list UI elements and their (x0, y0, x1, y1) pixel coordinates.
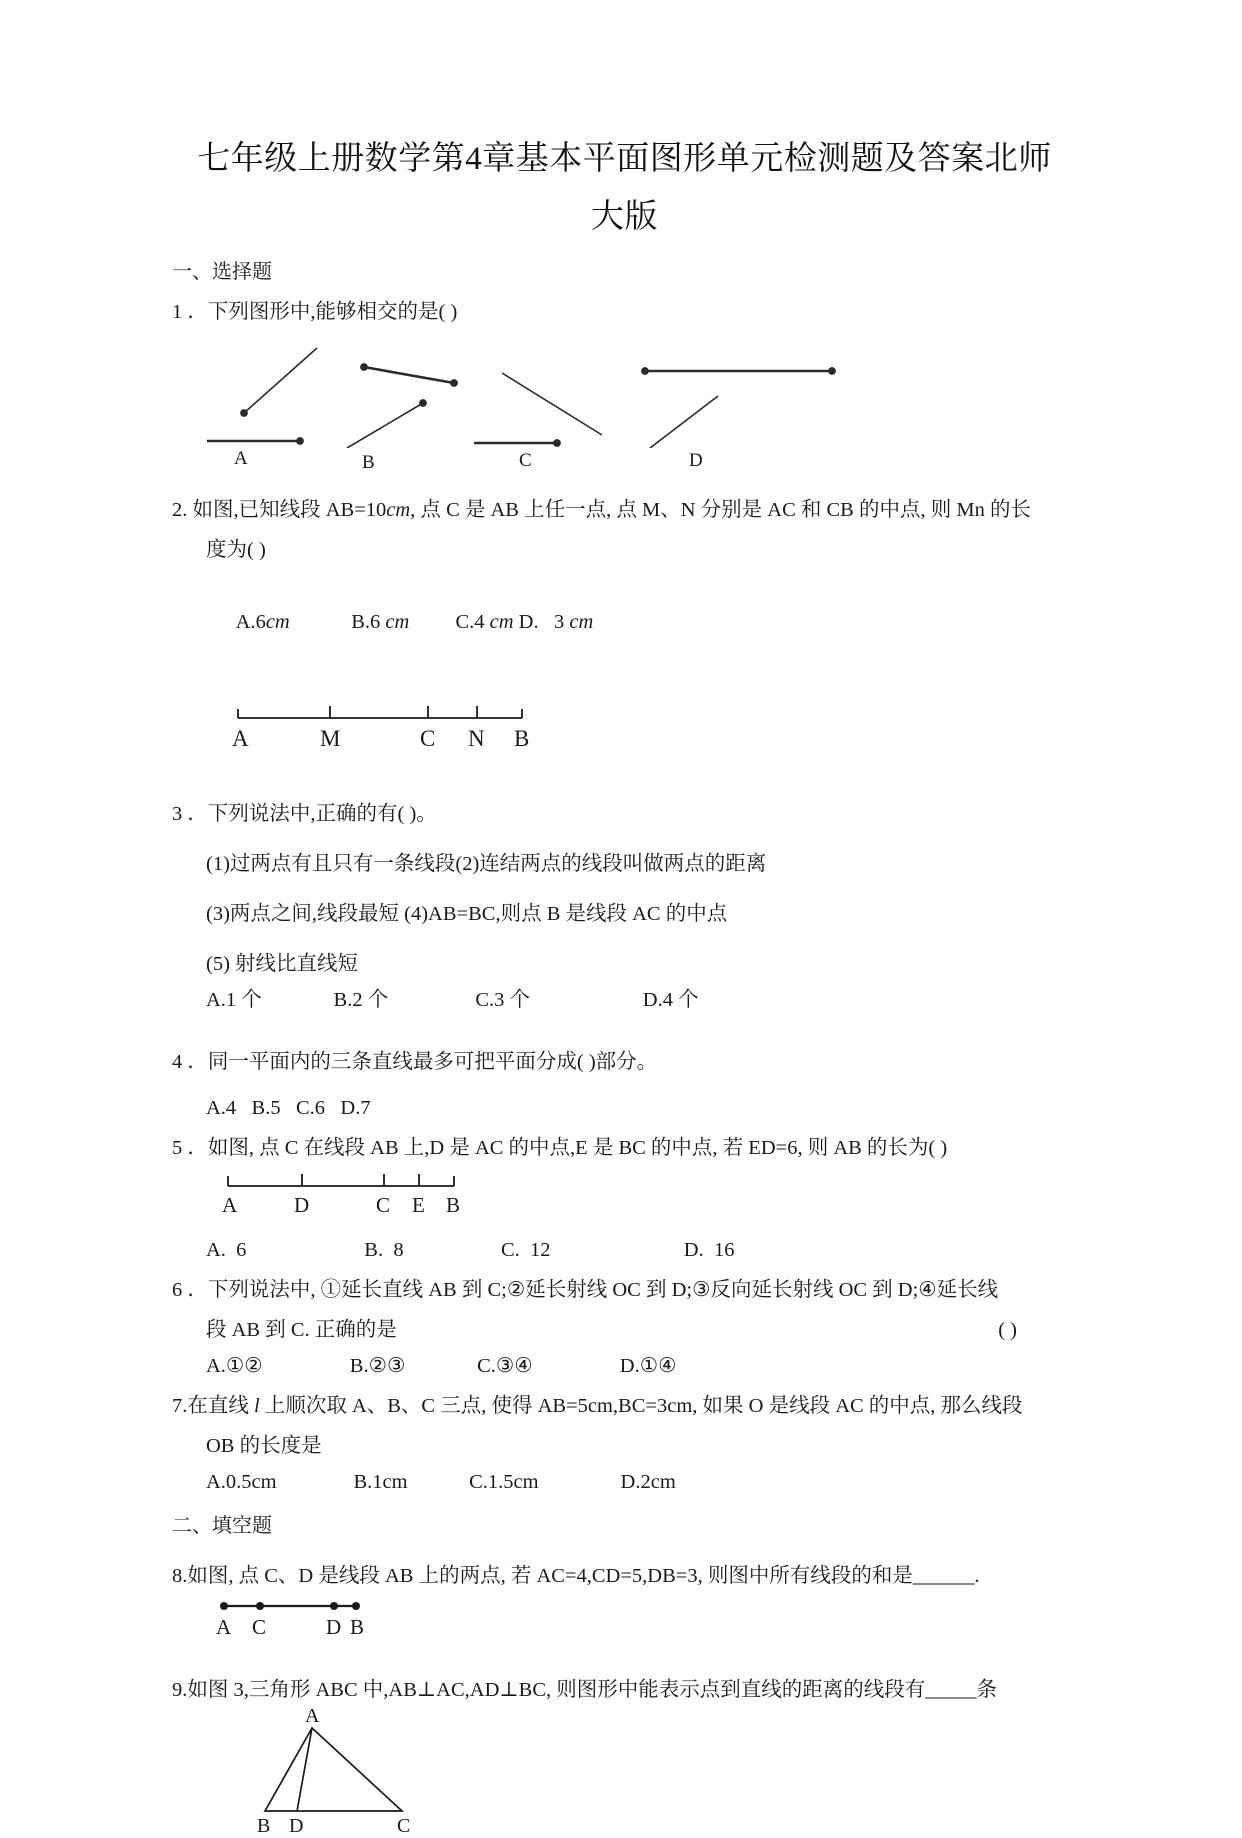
question-5-options: A. 6 B. 8 C. 12 D. 16 (206, 1239, 735, 1261)
question-9-number: 9. (172, 1679, 188, 1701)
question-2-text-a: 如图,已知线段 AB=10 (192, 499, 387, 521)
question-3-options: A.1 个 B.2 个 C.3 个 D.4 个 (206, 989, 699, 1011)
figure-q1-c (474, 373, 602, 446)
figure-q9-label-d: D (289, 1815, 304, 1837)
figure-q5-label-b: B (446, 1193, 461, 1217)
question-6-text-line1: 下列说法中, ①延长直线 AB 到 C;②延长射线 OC 到 D;③反向延长射线 OC 到 D;④延长线 (207, 1279, 999, 1301)
figure-q9-label-b: B (257, 1815, 271, 1837)
question-4-number: 4 ． (172, 1051, 208, 1073)
question-4 (172, 1044, 1077, 1080)
figure-q1-d (642, 368, 836, 448)
question-6-text-line2: 段 AB 到 C. 正确的是 (206, 1319, 397, 1341)
question-2-unit: cm (386, 499, 411, 521)
question-4-text: 同一平面内的三条直线最多可把平面分成( )部分。 (207, 1051, 658, 1073)
question-7-text-b: 上顺次取 A、B、C 三点, 使得 AB=5cm,BC=3cm, 如果 O 是线段 AC 的中点, 那么线段 (259, 1395, 1023, 1417)
question-2-option-d-letter: D. (518, 611, 539, 633)
question-3 (172, 796, 1077, 832)
figure-q5-label-e: E (412, 1193, 425, 1217)
question-6-number: 6 ． (172, 1279, 208, 1301)
question-7-number: 7. (172, 1395, 188, 1417)
question-3-statement-1: (1)过两点有且只有一条线段(2)连结两点的线段叫做两点的距离 (206, 853, 767, 875)
question-3-number: 3 ． (172, 803, 208, 825)
figure-q5-svg (222, 1166, 482, 1222)
figure-q1-label-a: A (234, 448, 248, 469)
document-body (172, 130, 1077, 1838)
question-5-number: 5 ． (172, 1137, 208, 1159)
question-2-option-a-letter: A. (235, 611, 256, 633)
figure-q2-svg (232, 698, 552, 756)
question-1-figures (172, 330, 1077, 478)
figure-q8-label-b: B (350, 1615, 365, 1639)
question-7-text-a: 在直线 (187, 1395, 254, 1417)
figure-q8-svg (216, 1594, 456, 1646)
figure-q2-label-b: B (514, 726, 530, 751)
question-8-diagram (172, 1594, 1077, 1646)
question-6 (172, 1272, 1077, 1308)
page-title: 七年级上册数学第4章基本平面图形单元检测题及答案北师大版 (197, 141, 1052, 235)
question-5-diagram (172, 1166, 1077, 1222)
question-2-option-b-letter: B. (351, 611, 371, 633)
question-2-option-c-unit: cm (489, 611, 514, 633)
figure-q1-b (347, 364, 457, 448)
section-heading-fill: 二、填空题 (172, 1515, 272, 1537)
question-8 (172, 1558, 1077, 1594)
figure-q5-label-a: A (222, 1193, 238, 1217)
question-2-line2: 度为( ) (206, 539, 266, 561)
question-3-text: 下列说法中,正确的有( )。 (207, 803, 437, 825)
question-7-options: A.0.5cm B.1cm C.1.5cm D.2cm (206, 1471, 676, 1493)
figure-q1-label-c: C (519, 450, 532, 471)
question-2-option-a-unit: cm (265, 611, 290, 633)
question-7 (172, 1388, 1077, 1424)
figure-q1-svg (172, 330, 912, 448)
question-7-line2: OB 的长度是 (206, 1435, 322, 1457)
question-9-text: 如图 3,三角形 ABC 中,AB⊥AC,AD⊥BC, 则图形中能表示点到直线的距离的线段有_____条 (187, 1679, 997, 1701)
question-2-number: 2. (172, 499, 188, 521)
question-3-statement-2: (3)两点之间,线段最短 (4)AB=BC,则点 B 是线段 AC 的中点 (206, 903, 728, 925)
question-1-text: 下列图形中,能够相交的是( ) (207, 301, 458, 323)
question-2-option-a-value: 6 (255, 611, 266, 633)
figure-q1-label-d: D (689, 450, 703, 471)
question-6-line2 (172, 1312, 1077, 1348)
question-2-option-d-unit: cm (569, 611, 594, 633)
question-2-option-c-value: 4 (474, 611, 485, 633)
question-9-diagram (172, 1708, 1077, 1838)
question-9 (172, 1672, 1077, 1708)
figure-q1-label-b: B (362, 452, 375, 473)
question-6-options: A.①② B.②③ C.③④ D.①④ (206, 1355, 677, 1377)
figure-q2-label-a: A (232, 726, 249, 751)
question-2-text-b: , 点 C 是 AB 上任一点, 点 M、N 分别是 AC 和 CB 的中点, 则 Mn 的长 (410, 499, 1031, 521)
question-7-line-var: l (254, 1395, 260, 1417)
figure-q2-label-n: N (468, 726, 485, 751)
question-2-option-b-value: 6 (370, 611, 381, 633)
question-2-option-c-letter: C. (455, 611, 475, 633)
figure-q9-svg (257, 1708, 487, 1838)
figure-q5-label-d: D (294, 1193, 310, 1217)
question-2-option-d-value: 3 (553, 611, 565, 633)
figure-q1-a (207, 348, 317, 444)
question-2-diagram (172, 698, 1077, 756)
question-5 (172, 1130, 1077, 1166)
question-4-options: A.4 B.5 C.6 D.7 (206, 1097, 371, 1119)
figure-q8-label-d: D (326, 1615, 342, 1639)
figure-q8-label-a: A (216, 1615, 232, 1639)
question-2-option-b-unit: cm (385, 611, 410, 633)
figure-q9-label-a: A (305, 1708, 320, 1727)
figure-q2-label-c: C (420, 726, 436, 751)
question-1-number: 1 ． (172, 301, 208, 323)
question-5-text: 如图, 点 C 在线段 AB 上,D 是 AC 的中点,E 是 BC 的中点, 若 ED=6, 则 AB 的长为( ) (207, 1137, 948, 1159)
question-1 (172, 294, 1077, 330)
figure-q8-label-c: C (252, 1615, 267, 1639)
section-heading-choice: 一、选择题 (172, 261, 272, 283)
question-6-answer-parens: ( ) (998, 1319, 1017, 1341)
question-2-options (172, 568, 1077, 676)
question-8-number: 8. (172, 1565, 188, 1587)
figure-q5-label-c: C (376, 1193, 391, 1217)
figure-q9-label-c: C (397, 1815, 411, 1837)
question-3-statement-3: (5) 射线比直线短 (206, 953, 359, 975)
figure-q2-label-m: M (320, 726, 341, 751)
question-2 (172, 492, 1077, 528)
question-8-text: 如图, 点 C、D 是线段 AB 上的两点, 若 AC=4,CD=5,DB=3, 则图中所有线段的和是______. (187, 1565, 980, 1587)
